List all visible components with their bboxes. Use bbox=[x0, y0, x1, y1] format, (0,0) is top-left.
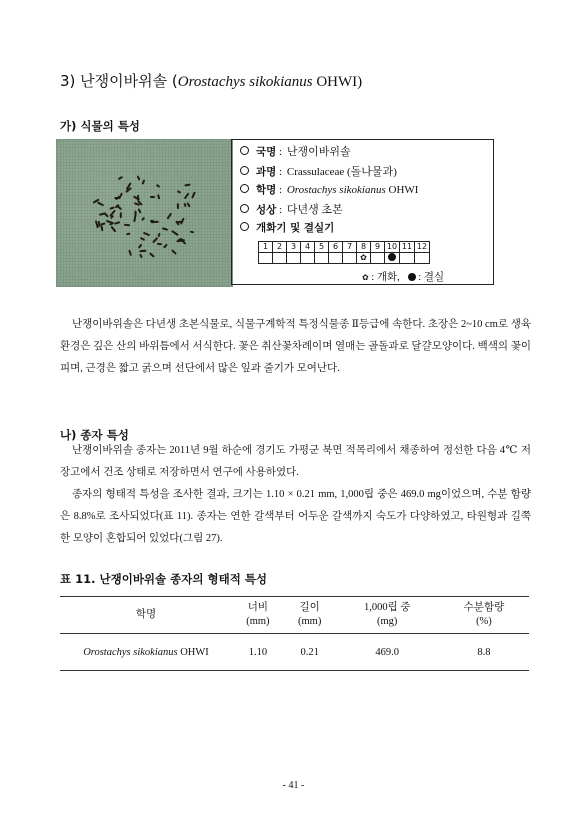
table-header-row bbox=[60, 597, 529, 634]
month-cell: 9 bbox=[371, 242, 385, 253]
plant-description: 난쟁이바위솔은 다년생 초본식물로, 식물구계학적 특정식물종 Ⅱ등급에 속한다. 초장은 2~10 cm로 생육환경은 깊은 산의 바위틈에서 서식한다. 꽃은 취산꽃차례이며 열매는 골돌과로 달걀모양이다. 백색의 꽃이 피며, 근경은 짧고 굵으며 선단에서 많은 잎과 줄기가 모여난다. bbox=[60, 319, 531, 374]
seed-mark bbox=[138, 208, 142, 214]
seed-mark bbox=[162, 227, 168, 231]
seed-mark bbox=[157, 242, 162, 244]
seed-mark bbox=[141, 217, 145, 221]
month-cell: 4 bbox=[301, 242, 315, 253]
col-header-length: 길이 (mm) bbox=[284, 597, 336, 634]
seed-mark bbox=[126, 233, 131, 236]
seed-mark bbox=[133, 202, 139, 206]
flower-icon: ✿ bbox=[362, 273, 369, 282]
month-cell: 5 bbox=[315, 242, 329, 253]
seed-mark bbox=[185, 183, 191, 186]
seed-mark bbox=[124, 223, 130, 226]
month-cell: 2 bbox=[273, 242, 287, 253]
seed-mark bbox=[143, 232, 150, 237]
col-header-width: 너비 (mm) bbox=[232, 597, 284, 634]
seed-mark bbox=[190, 231, 195, 234]
seed-mark bbox=[149, 252, 155, 257]
month-cell: 10 bbox=[385, 242, 400, 253]
seed-mark bbox=[140, 254, 144, 258]
month-cell: 3 bbox=[287, 242, 301, 253]
seed-mark bbox=[133, 213, 136, 221]
seed-mark bbox=[167, 212, 173, 219]
seed-mark bbox=[156, 184, 161, 188]
month-cell: 6 bbox=[329, 242, 343, 253]
seed-mark bbox=[138, 244, 142, 249]
flower-icon: ✿ bbox=[360, 253, 367, 262]
info-row-phenology: 개화기 및 결실기 bbox=[240, 220, 334, 235]
seed-mark bbox=[100, 225, 103, 231]
phenology-legend: ✿ : 개화, : 결실 bbox=[362, 272, 445, 283]
month-cell: 12 bbox=[415, 242, 430, 253]
info-row-common-name: 국명 : 난쟁이바위솔 bbox=[240, 143, 351, 159]
seed-mark bbox=[139, 250, 147, 253]
seed-mark bbox=[177, 190, 182, 194]
seed-mark bbox=[141, 180, 145, 185]
subsection-title-seed: 나) 종자 특성 bbox=[60, 428, 129, 442]
seed-mark bbox=[114, 221, 121, 225]
fruit-dot-icon bbox=[388, 253, 396, 261]
table-title: 표 11. 난쟁이바위솔 종자의 형태적 특성 bbox=[60, 572, 268, 586]
cell-weight: 469.0 bbox=[336, 634, 439, 671]
seed-mark bbox=[97, 201, 105, 206]
seed-mark bbox=[176, 220, 182, 222]
cell-width: 1.10 bbox=[232, 634, 284, 671]
seed-mark bbox=[114, 197, 118, 199]
seed-mark bbox=[171, 249, 177, 254]
seed-mark bbox=[150, 219, 154, 221]
month-cell: 7 bbox=[343, 242, 357, 253]
table-row bbox=[60, 634, 529, 671]
seed-description: 난쟁이바위솔 종자는 2011년 9월 하순에 경기도 가평군 북면 적목리에서 채종하여 정선한 다음 4℃ 저장고에서 건조 상태로 저장하면서 연구에 사용하였다. 종자의 형태적 특성을 조사한 결과, 크기는 1.10 × 0.21 mm, 1,000립 중은 469.0 mg이었으며, 수분 함량은 8.8%로 조사되었다(표 11). 종자는 연한 갈색부터 어두운 갈색까지 숙도가 다양하였고, 타원형과 길쭉한 모양이 혼합되어 있었다(그림 27). bbox=[60, 445, 531, 544]
page-number: - 41 - bbox=[282, 780, 305, 791]
cell-name: Orostachys sikokianus OHWI bbox=[60, 634, 232, 671]
seed-traits-table bbox=[60, 596, 529, 671]
seed-mark bbox=[163, 243, 168, 248]
seed-mark bbox=[117, 205, 122, 210]
info-row-family: 과명 : Crassulaceae (돌나물과) bbox=[240, 163, 397, 179]
phenology-calendar bbox=[258, 241, 430, 264]
seed-mark bbox=[183, 193, 189, 200]
info-row-scientific-name: 학명 : Orostachys sikokianus OHWI bbox=[240, 182, 418, 197]
seed-mark bbox=[119, 212, 121, 218]
seed-mark bbox=[140, 237, 146, 241]
col-header-weight: 1,000립 중 (mg) bbox=[336, 597, 439, 634]
seed-mark bbox=[192, 191, 197, 198]
info-row-growth-form: 성상 : 다년생 초본 bbox=[240, 201, 343, 217]
month-cell: 11 bbox=[400, 242, 415, 253]
section-title: 3) 난쟁이바위솔 (Orostachys sikokianus OHWI) bbox=[60, 72, 363, 90]
seed-mark bbox=[171, 230, 179, 236]
cell-moisture: 8.8 bbox=[439, 634, 529, 671]
seed-mark bbox=[129, 249, 133, 256]
plant-info-box bbox=[231, 139, 494, 285]
seed-mark bbox=[137, 176, 141, 181]
col-header-moisture: 수분함량 (%) bbox=[439, 597, 529, 634]
fruit-dot-icon bbox=[408, 273, 416, 281]
subsection-title-plant: 가) 식물의 특성 bbox=[60, 119, 140, 133]
seed-mark bbox=[118, 176, 123, 180]
month-cell: 1 bbox=[259, 242, 273, 253]
seed-mark bbox=[177, 203, 179, 209]
month-cell: 8 bbox=[357, 242, 371, 253]
col-header-name: 학명 bbox=[60, 597, 232, 634]
seed-mark bbox=[118, 193, 123, 200]
seed-mark bbox=[157, 194, 160, 200]
seed-mark bbox=[150, 196, 155, 198]
seed-photo bbox=[56, 139, 233, 287]
seed-mark bbox=[187, 202, 191, 208]
cell-length: 0.21 bbox=[284, 634, 336, 671]
seed-mark bbox=[110, 226, 116, 232]
